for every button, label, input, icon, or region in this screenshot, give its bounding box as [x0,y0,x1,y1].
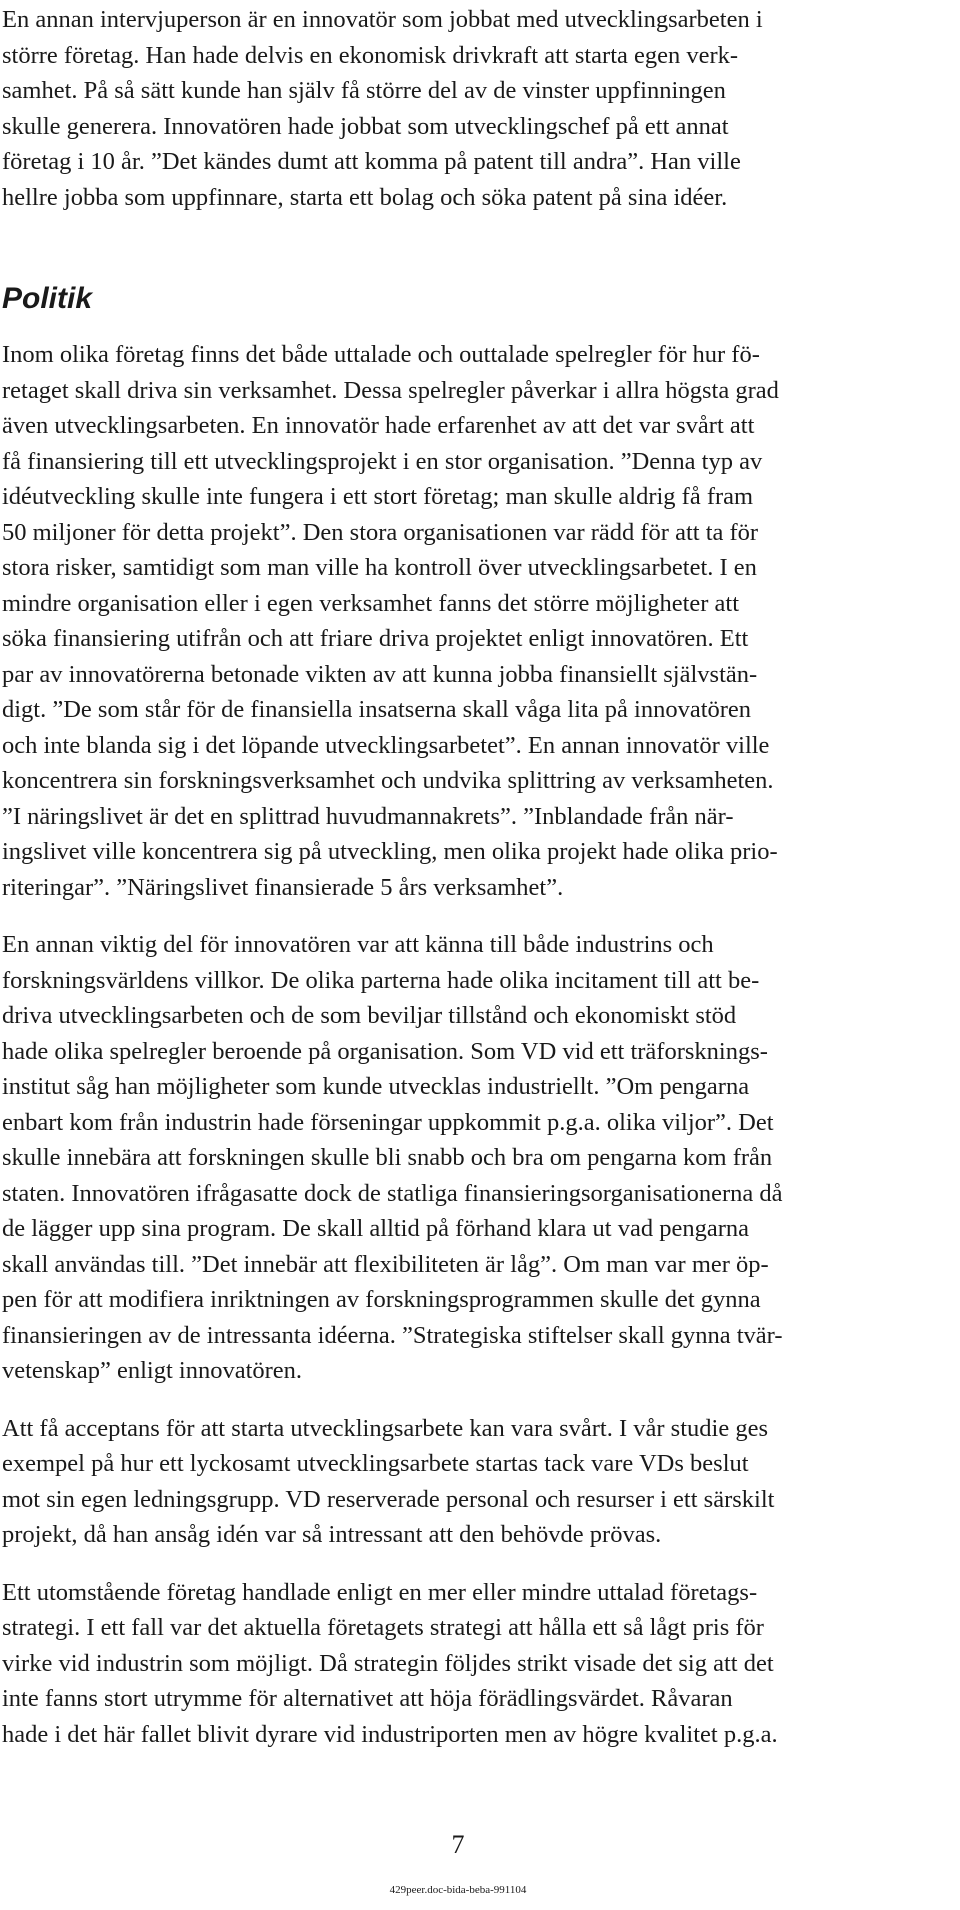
text-line: strategi. I ett fall var det aktuella företagets strategi att hålla ett så lågt pris för [2,1614,764,1641]
text-line: finansieringen av de intressanta idéerna. ”Strategiska stiftelser skall gynna tvär- [2,1321,783,1349]
text-line: hade i det här fallet blivit dyrare vid industriporten men av högre kvalitet p.g.a. [2,1720,778,1748]
paragraph-acceptans [2,1411,952,1553]
text-line: skulle innebära att forskningen skulle bli snabb och bra om pengarna kom från [2,1144,773,1171]
text-line: En annan intervjuperson är en innovatör som jobbat med utvecklingsarbeten i [2,6,763,33]
footer-filename: 429peer.doc-bida-beba-991104 [389,1884,527,1896]
text-line: Inom olika företag finns det både uttalade och outtalade spelregler för hur fö- [2,341,760,368]
text-line: och inte blanda sig i det löpande utvecklingsarbetet”. En annan innovatör ville [2,731,770,759]
paragraph-politik [2,337,952,905]
text-line: retaget skall driva sin verksamhet. Dessa spelregler påverkar i allra högsta grad [2,376,779,404]
text-line: hellre jobba som uppfinnare, starta ett bolag och söka patent på sina idéer. [2,183,728,211]
document-body [2,0,952,1752]
paragraph-strategi [2,1575,952,1753]
text-line: vetenskap” enligt innovatören. [2,1357,303,1384]
text-line: skall användas till. ”Det innebär att flexibiliteten är låg”. Om man var mer öp- [2,1250,769,1278]
text-line: staten. Innovatören ifrågasatte dock de statliga finansieringsorganisationerna då [2,1179,783,1207]
text-line: ”I näringslivet är det en splittrad huvudmannakrets”. ”Inblandade från när- [2,802,734,830]
text-line: projekt, då han ansåg idén var så intressant att den behövde prövas. [2,1521,662,1548]
text-line: par av innovatörerna betonade vikten av att kunna jobba finansiellt självstän- [2,660,758,688]
text-line: 50 miljoner för detta projekt”. Den stora organisationen var rädd för att ta för [2,518,759,546]
text-line: En annan viktig del för innovatören var att känna till både industrins och [2,931,714,958]
paragraph-villkor [2,927,952,1389]
text-line: digt. ”De som står för de finansiella insatserna skall våga lita på innovatören [2,696,752,723]
text-line: få finansiering till ett utvecklingsprojekt i en stor organisation. ”Denna typ av [2,447,763,475]
text-line: mindre organisation eller i egen verksamhet fanns det större möjligheter att [2,589,740,617]
text-line: institut såg han möjligheter som kunde utvecklas industriellt. ”Om pengarna [2,1073,750,1100]
text-line: ingslivet ville koncentrera sig på utveckling, men olika projekt hade olika prio- [2,838,778,865]
paragraph-intro [2,2,952,215]
text-line: driva utvecklingsarbeten och de som beviljar tillstånd och ekonomiskt stöd [2,1002,737,1029]
text-line: de lägger upp sina program. De skall alltid på förhand klara ut vad pengarna [2,1215,749,1242]
text-line: riteringar”. ”Näringslivet finansierade 5 års verksamhet”. [2,873,564,901]
text-line: samhet. På så sätt kunde han själv få större del av de vinster uppfinningen [2,77,726,104]
text-line: större företag. Han hade delvis en ekonomisk drivkraft att starta egen verk- [2,41,739,69]
text-line: mot sin egen ledningsgrupp. VD reserverade personal och resurser i ett särskilt [2,1485,775,1513]
text-line: hade olika spelregler beroende på organisation. Som VD vid ett träforsknings- [2,1037,768,1065]
text-line: företag i 10 år. ”Det kändes dumt att komma på patent till andra”. Han ville [2,148,741,175]
text-line: virke vid industrin som möjligt. Då strategin följdes strikt visade det sig att det [2,1649,774,1677]
text-line: skulle generera. Innovatören hade jobbat som utvecklingschef på ett annat [2,112,729,140]
text-line: Att få acceptans för att starta utvecklingsarbete kan vara svårt. I vår studie ges [2,1414,768,1442]
page-number: 7 [451,1830,465,1859]
text-line: pen för att modifiera inriktningen av forskningsprogrammen skulle det gynna [2,1286,761,1313]
text-line: stora risker, samtidigt som man ville ha kontroll över utvecklingsarbetet. I en [2,554,757,581]
text-line: Ett utomstående företag handlade enligt en mer eller mindre uttalad företags- [2,1578,758,1606]
text-line: enbart kom från industrin hade förseningar uppkommit p.g.a. olika viljor”. Det [2,1108,774,1136]
text-line: koncentrera sin forskningsverksamhet och undvika splittring av verksamheten. [2,767,774,794]
text-line: inte fanns stort utrymme för alternativet att höja förädlingsvärdet. Råvaran [2,1685,733,1712]
text-line: även utvecklingsarbeten. En innovatör hade erfarenhet av att det var svårt att [2,412,755,439]
text-line: forskningsvärldens villkor. De olika parterna hade olika incitament till att be- [2,966,760,994]
text-line: idéutveckling skulle inte fungera i ett stort företag; man skulle aldrig få fram [2,483,754,510]
text-line: exempel på hur ett lyckosamt utvecklingsarbete startas tack vare VDs beslut [2,1450,749,1477]
section-heading: Politik [2,282,93,315]
text-line: söka finansiering utifrån och att friare driva projektet enligt innovatören. Ett [2,625,749,652]
